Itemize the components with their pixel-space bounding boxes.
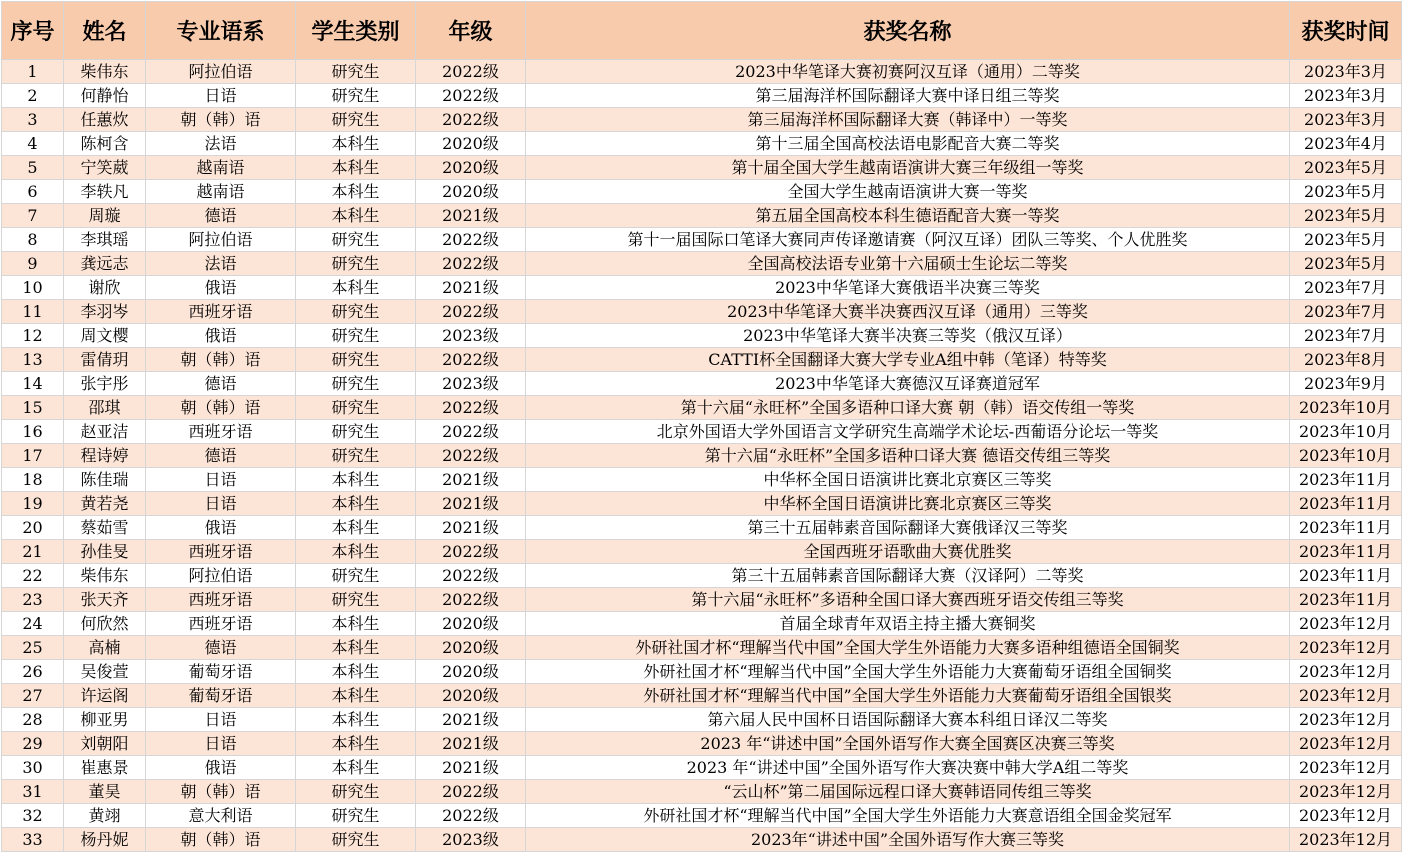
cell-student-type[interactable]: 研究生 bbox=[296, 300, 416, 324]
cell-award[interactable]: “云山杯”第二届国际远程口译大赛韩语同传组三等奖 bbox=[526, 780, 1290, 804]
cell-index[interactable]: 27 bbox=[2, 684, 64, 708]
table-row bbox=[2, 708, 1402, 732]
cell-name[interactable]: 周璇 bbox=[64, 204, 146, 228]
cell-name[interactable]: 孙佳旻 bbox=[64, 540, 146, 564]
table-row bbox=[2, 828, 1402, 852]
table-row bbox=[2, 396, 1402, 420]
cell-grade[interactable]: 2021级 bbox=[416, 732, 526, 756]
cell-major[interactable]: 朝（韩）语 bbox=[146, 108, 296, 132]
cell-index[interactable]: 28 bbox=[2, 708, 64, 732]
cell-student-type[interactable]: 研究生 bbox=[296, 60, 416, 84]
table-row bbox=[2, 516, 1402, 540]
cell-major[interactable]: 俄语 bbox=[146, 516, 296, 540]
cell-major[interactable]: 德语 bbox=[146, 444, 296, 468]
cell-award[interactable]: 2023中华笔译大赛德汉互译赛道冠军 bbox=[526, 372, 1290, 396]
table-row bbox=[2, 468, 1402, 492]
header-name[interactable]: 姓名 bbox=[64, 2, 146, 60]
header-row bbox=[2, 2, 1402, 60]
table-row bbox=[2, 756, 1402, 780]
cell-award[interactable]: 第三届海洋杯国际翻译大赛中译日组三等奖 bbox=[526, 84, 1290, 108]
cell-major[interactable]: 俄语 bbox=[146, 276, 296, 300]
cell-student-type[interactable]: 研究生 bbox=[296, 588, 416, 612]
cell-major[interactable]: 西班牙语 bbox=[146, 540, 296, 564]
cell-index[interactable]: 5 bbox=[2, 156, 64, 180]
cell-student-type[interactable]: 本科生 bbox=[296, 708, 416, 732]
cell-index[interactable]: 25 bbox=[2, 636, 64, 660]
cell-grade[interactable]: 2023级 bbox=[416, 324, 526, 348]
table-row bbox=[2, 84, 1402, 108]
cell-grade[interactable]: 2022级 bbox=[416, 348, 526, 372]
cell-major[interactable]: 葡萄牙语 bbox=[146, 660, 296, 684]
cell-student-type[interactable]: 本科生 bbox=[296, 516, 416, 540]
table-row bbox=[2, 804, 1402, 828]
cell-date[interactable]: 2023年5月 bbox=[1290, 204, 1402, 228]
cell-grade[interactable]: 2022级 bbox=[416, 804, 526, 828]
table-row bbox=[2, 108, 1402, 132]
cell-grade[interactable]: 2022级 bbox=[416, 60, 526, 84]
cell-student-type[interactable]: 本科生 bbox=[296, 540, 416, 564]
cell-grade[interactable]: 2022级 bbox=[416, 444, 526, 468]
cell-award[interactable]: 第十三届全国高校法语电影配音大赛二等奖 bbox=[526, 132, 1290, 156]
cell-student-type[interactable]: 本科生 bbox=[296, 276, 416, 300]
cell-grade[interactable]: 2020级 bbox=[416, 156, 526, 180]
cell-name[interactable]: 程诗婷 bbox=[64, 444, 146, 468]
cell-grade[interactable]: 2021级 bbox=[416, 516, 526, 540]
cell-date[interactable]: 2023年12月 bbox=[1290, 756, 1402, 780]
cell-award[interactable]: 第三十五届韩素音国际翻译大赛俄译汉三等奖 bbox=[526, 516, 1290, 540]
cell-student-type[interactable]: 研究生 bbox=[296, 564, 416, 588]
cell-name[interactable]: 周文樱 bbox=[64, 324, 146, 348]
cell-index[interactable]: 8 bbox=[2, 228, 64, 252]
cell-grade[interactable]: 2020级 bbox=[416, 636, 526, 660]
cell-grade[interactable]: 2022级 bbox=[416, 396, 526, 420]
cell-date[interactable]: 2023年7月 bbox=[1290, 276, 1402, 300]
table-row bbox=[2, 444, 1402, 468]
cell-major[interactable]: 葡萄牙语 bbox=[146, 684, 296, 708]
cell-name[interactable]: 高楠 bbox=[64, 636, 146, 660]
cell-major[interactable]: 西班牙语 bbox=[146, 420, 296, 444]
cell-student-type[interactable]: 研究生 bbox=[296, 444, 416, 468]
cell-name[interactable]: 何欣然 bbox=[64, 612, 146, 636]
cell-index[interactable]: 19 bbox=[2, 492, 64, 516]
cell-major[interactable]: 俄语 bbox=[146, 756, 296, 780]
cell-student-type[interactable]: 本科生 bbox=[296, 732, 416, 756]
cell-grade[interactable]: 2020级 bbox=[416, 660, 526, 684]
cell-date[interactable]: 2023年12月 bbox=[1290, 636, 1402, 660]
cell-award[interactable]: 2023中华笔译大赛初赛阿汉互译（通用）二等奖 bbox=[526, 60, 1290, 84]
table-row bbox=[2, 348, 1402, 372]
cell-date[interactable]: 2023年12月 bbox=[1290, 660, 1402, 684]
cell-student-type[interactable]: 本科生 bbox=[296, 636, 416, 660]
cell-index[interactable]: 4 bbox=[2, 132, 64, 156]
cell-name[interactable]: 雷倩玥 bbox=[64, 348, 146, 372]
cell-name[interactable]: 陈佳瑞 bbox=[64, 468, 146, 492]
cell-major[interactable]: 德语 bbox=[146, 636, 296, 660]
cell-name[interactable]: 董昊 bbox=[64, 780, 146, 804]
cell-index[interactable]: 17 bbox=[2, 444, 64, 468]
cell-major[interactable]: 日语 bbox=[146, 732, 296, 756]
cell-award[interactable]: 全国高校法语专业第十六届硕士生论坛二等奖 bbox=[526, 252, 1290, 276]
cell-name[interactable]: 黄若尧 bbox=[64, 492, 146, 516]
cell-student-type[interactable]: 本科生 bbox=[296, 612, 416, 636]
cell-name[interactable]: 蔡茹雪 bbox=[64, 516, 146, 540]
cell-award[interactable]: 第三十五届韩素音国际翻译大赛（汉译阿）二等奖 bbox=[526, 564, 1290, 588]
cell-index[interactable]: 21 bbox=[2, 540, 64, 564]
cell-name[interactable]: 柳亚男 bbox=[64, 708, 146, 732]
cell-name[interactable]: 张宇彤 bbox=[64, 372, 146, 396]
cell-index[interactable]: 26 bbox=[2, 660, 64, 684]
table-row bbox=[2, 684, 1402, 708]
cell-award[interactable]: 2023 年“讲述中国”全国外语写作大赛全国赛区决赛三等奖 bbox=[526, 732, 1290, 756]
cell-name[interactable]: 吴俊萱 bbox=[64, 660, 146, 684]
cell-name[interactable]: 赵亚洁 bbox=[64, 420, 146, 444]
cell-student-type[interactable]: 研究生 bbox=[296, 324, 416, 348]
cell-award[interactable]: 中华杯全国日语演讲比赛北京赛区三等奖 bbox=[526, 468, 1290, 492]
cell-major[interactable]: 日语 bbox=[146, 84, 296, 108]
cell-date[interactable]: 2023年7月 bbox=[1290, 324, 1402, 348]
cell-index[interactable]: 15 bbox=[2, 396, 64, 420]
cell-date[interactable]: 2023年11月 bbox=[1290, 588, 1402, 612]
cell-index[interactable]: 12 bbox=[2, 324, 64, 348]
cell-index[interactable]: 14 bbox=[2, 372, 64, 396]
cell-major[interactable]: 德语 bbox=[146, 372, 296, 396]
cell-date[interactable]: 2023年3月 bbox=[1290, 84, 1402, 108]
cell-date[interactable]: 2023年11月 bbox=[1290, 468, 1402, 492]
cell-student-type[interactable]: 本科生 bbox=[296, 204, 416, 228]
table-row bbox=[2, 60, 1402, 84]
cell-name[interactable]: 黄翊 bbox=[64, 804, 146, 828]
cell-award[interactable]: 外研社国才杯“理解当代中国”全国大学生外语能力大赛意语组全国金奖冠军 bbox=[526, 804, 1290, 828]
cell-grade[interactable]: 2023级 bbox=[416, 828, 526, 852]
cell-major[interactable]: 法语 bbox=[146, 252, 296, 276]
cell-student-type[interactable]: 研究生 bbox=[296, 828, 416, 852]
table-row bbox=[2, 612, 1402, 636]
cell-student-type[interactable]: 研究生 bbox=[296, 804, 416, 828]
cell-index[interactable]: 10 bbox=[2, 276, 64, 300]
cell-major[interactable]: 西班牙语 bbox=[146, 300, 296, 324]
cell-grade[interactable]: 2021级 bbox=[416, 756, 526, 780]
cell-award[interactable]: 第三届海洋杯国际翻译大赛（韩译中）一等奖 bbox=[526, 108, 1290, 132]
cell-name[interactable]: 邵琪 bbox=[64, 396, 146, 420]
cell-student-type[interactable]: 研究生 bbox=[296, 108, 416, 132]
cell-name[interactable]: 杨丹妮 bbox=[64, 828, 146, 852]
cell-award[interactable]: 首届全球青年双语主持主播大赛铜奖 bbox=[526, 612, 1290, 636]
cell-award[interactable]: 2023中华笔译大赛半决赛三等奖（俄汉互译） bbox=[526, 324, 1290, 348]
cell-date[interactable]: 2023年11月 bbox=[1290, 564, 1402, 588]
cell-name[interactable]: 李轶凡 bbox=[64, 180, 146, 204]
cell-date[interactable]: 2023年12月 bbox=[1290, 732, 1402, 756]
cell-grade[interactable]: 2022级 bbox=[416, 252, 526, 276]
cell-major[interactable]: 朝（韩）语 bbox=[146, 348, 296, 372]
cell-award[interactable]: 外研社国才杯“理解当代中国”全国大学生外语能力大赛多语种组德语全国铜奖 bbox=[526, 636, 1290, 660]
cell-date[interactable]: 2023年3月 bbox=[1290, 108, 1402, 132]
cell-award[interactable]: 外研社国才杯“理解当代中国”全国大学生外语能力大赛葡萄牙语组全国银奖 bbox=[526, 684, 1290, 708]
cell-major[interactable]: 西班牙语 bbox=[146, 588, 296, 612]
cell-index[interactable]: 18 bbox=[2, 468, 64, 492]
cell-major[interactable]: 俄语 bbox=[146, 324, 296, 348]
cell-grade[interactable]: 2021级 bbox=[416, 204, 526, 228]
awards-table bbox=[1, 1, 1402, 852]
cell-award[interactable]: 2023中华笔译大赛俄语半决赛三等奖 bbox=[526, 276, 1290, 300]
header-index[interactable]: 序号 bbox=[2, 2, 64, 60]
cell-index[interactable]: 22 bbox=[2, 564, 64, 588]
cell-major[interactable]: 日语 bbox=[146, 708, 296, 732]
cell-student-type[interactable]: 研究生 bbox=[296, 420, 416, 444]
cell-grade[interactable]: 2020级 bbox=[416, 132, 526, 156]
cell-index[interactable]: 13 bbox=[2, 348, 64, 372]
cell-name[interactable]: 许运阁 bbox=[64, 684, 146, 708]
cell-student-type[interactable]: 研究生 bbox=[296, 84, 416, 108]
cell-name[interactable]: 任蕙炊 bbox=[64, 108, 146, 132]
cell-index[interactable]: 3 bbox=[2, 108, 64, 132]
cell-award[interactable]: 外研社国才杯“理解当代中国”全国大学生外语能力大赛葡萄牙语组全国铜奖 bbox=[526, 660, 1290, 684]
cell-award[interactable]: 全国大学生越南语演讲大赛一等奖 bbox=[526, 180, 1290, 204]
cell-name[interactable]: 谢欣 bbox=[64, 276, 146, 300]
cell-grade[interactable]: 2021级 bbox=[416, 468, 526, 492]
cell-name[interactable]: 刘朝阳 bbox=[64, 732, 146, 756]
cell-date[interactable]: 2023年3月 bbox=[1290, 60, 1402, 84]
cell-grade[interactable]: 2022级 bbox=[416, 228, 526, 252]
cell-date[interactable]: 2023年5月 bbox=[1290, 252, 1402, 276]
cell-name[interactable]: 柴伟东 bbox=[64, 564, 146, 588]
cell-award[interactable]: 第十六届“永旺杯”全国多语种口译大赛 德语交传组三等奖 bbox=[526, 444, 1290, 468]
cell-date[interactable]: 2023年11月 bbox=[1290, 492, 1402, 516]
cell-student-type[interactable]: 研究生 bbox=[296, 348, 416, 372]
table-row bbox=[2, 156, 1402, 180]
cell-major[interactable]: 越南语 bbox=[146, 180, 296, 204]
cell-student-type[interactable]: 本科生 bbox=[296, 756, 416, 780]
cell-grade[interactable]: 2021级 bbox=[416, 708, 526, 732]
cell-name[interactable]: 李羽岑 bbox=[64, 300, 146, 324]
cell-date[interactable]: 2023年11月 bbox=[1290, 516, 1402, 540]
cell-grade[interactable]: 2021级 bbox=[416, 492, 526, 516]
cell-date[interactable]: 2023年12月 bbox=[1290, 684, 1402, 708]
cell-award[interactable]: CATTI杯全国翻译大赛大学专业A组中韩（笔译）特等奖 bbox=[526, 348, 1290, 372]
table-row bbox=[2, 228, 1402, 252]
cell-major[interactable]: 德语 bbox=[146, 204, 296, 228]
cell-major[interactable]: 阿拉伯语 bbox=[146, 564, 296, 588]
cell-date[interactable]: 2023年9月 bbox=[1290, 372, 1402, 396]
cell-date[interactable]: 2023年12月 bbox=[1290, 804, 1402, 828]
table-row bbox=[2, 540, 1402, 564]
cell-name[interactable]: 崔惠景 bbox=[64, 756, 146, 780]
cell-index[interactable]: 29 bbox=[2, 732, 64, 756]
cell-award[interactable]: 第十六届“永旺杯”全国多语种口译大赛 朝（韩）语交传组一等奖 bbox=[526, 396, 1290, 420]
cell-grade[interactable]: 2020级 bbox=[416, 180, 526, 204]
cell-major[interactable]: 朝（韩）语 bbox=[146, 828, 296, 852]
cell-date[interactable]: 2023年10月 bbox=[1290, 444, 1402, 468]
cell-student-type[interactable]: 研究生 bbox=[296, 780, 416, 804]
cell-student-type[interactable]: 研究生 bbox=[296, 228, 416, 252]
cell-index[interactable]: 24 bbox=[2, 612, 64, 636]
cell-index[interactable]: 16 bbox=[2, 420, 64, 444]
table-row bbox=[2, 180, 1402, 204]
cell-student-type[interactable]: 本科生 bbox=[296, 132, 416, 156]
cell-student-type[interactable]: 研究生 bbox=[296, 396, 416, 420]
cell-award[interactable]: 第十六届“永旺杯”多语种全国口译大赛西班牙语交传组三等奖 bbox=[526, 588, 1290, 612]
header-grade[interactable]: 年级 bbox=[416, 2, 526, 60]
header-student-type[interactable]: 学生类别 bbox=[296, 2, 416, 60]
cell-index[interactable]: 33 bbox=[2, 828, 64, 852]
cell-date[interactable]: 2023年11月 bbox=[1290, 540, 1402, 564]
cell-date[interactable]: 2023年5月 bbox=[1290, 156, 1402, 180]
cell-index[interactable]: 32 bbox=[2, 804, 64, 828]
table-row bbox=[2, 372, 1402, 396]
cell-index[interactable]: 7 bbox=[2, 204, 64, 228]
cell-date[interactable]: 2023年10月 bbox=[1290, 420, 1402, 444]
cell-date[interactable]: 2023年5月 bbox=[1290, 180, 1402, 204]
cell-name[interactable]: 柴伟东 bbox=[64, 60, 146, 84]
cell-name[interactable]: 宁笑葳 bbox=[64, 156, 146, 180]
cell-grade[interactable]: 2022级 bbox=[416, 84, 526, 108]
cell-award[interactable]: 第十一届国际口笔译大赛同声传译邀请赛（阿汉互译）团队三等奖、个人优胜奖 bbox=[526, 228, 1290, 252]
cell-major[interactable]: 阿拉伯语 bbox=[146, 60, 296, 84]
table-row bbox=[2, 780, 1402, 804]
table-row bbox=[2, 276, 1402, 300]
cell-index[interactable]: 11 bbox=[2, 300, 64, 324]
cell-grade[interactable]: 2020级 bbox=[416, 684, 526, 708]
cell-date[interactable]: 2023年10月 bbox=[1290, 396, 1402, 420]
cell-index[interactable]: 20 bbox=[2, 516, 64, 540]
cell-major[interactable]: 越南语 bbox=[146, 156, 296, 180]
cell-award[interactable]: 第十届全国大学生越南语演讲大赛三年级组一等奖 bbox=[526, 156, 1290, 180]
table-row bbox=[2, 420, 1402, 444]
cell-student-type[interactable]: 研究生 bbox=[296, 252, 416, 276]
cell-student-type[interactable]: 本科生 bbox=[296, 180, 416, 204]
cell-major[interactable]: 日语 bbox=[146, 492, 296, 516]
table-row bbox=[2, 636, 1402, 660]
cell-index[interactable]: 30 bbox=[2, 756, 64, 780]
cell-major[interactable]: 朝（韩）语 bbox=[146, 780, 296, 804]
cell-date[interactable]: 2023年12月 bbox=[1290, 708, 1402, 732]
table-row bbox=[2, 588, 1402, 612]
cell-student-type[interactable]: 本科生 bbox=[296, 156, 416, 180]
cell-grade[interactable]: 2023级 bbox=[416, 372, 526, 396]
cell-index[interactable]: 31 bbox=[2, 780, 64, 804]
table-row bbox=[2, 564, 1402, 588]
header-date[interactable]: 获奖时间 bbox=[1290, 2, 1402, 60]
cell-award[interactable]: 2023中华笔译大赛半决赛西汉互译（通用）三等奖 bbox=[526, 300, 1290, 324]
cell-award[interactable]: 第五届全国高校本科生德语配音大赛一等奖 bbox=[526, 204, 1290, 228]
table-row bbox=[2, 132, 1402, 156]
cell-grade[interactable]: 2022级 bbox=[416, 300, 526, 324]
cell-award[interactable]: 全国西班牙语歌曲大赛优胜奖 bbox=[526, 540, 1290, 564]
cell-grade[interactable]: 2022级 bbox=[416, 108, 526, 132]
cell-grade[interactable]: 2022级 bbox=[416, 420, 526, 444]
cell-grade[interactable]: 2022级 bbox=[416, 540, 526, 564]
table-row bbox=[2, 660, 1402, 684]
cell-award[interactable]: 2023 年“讲述中国”全国外语写作大赛决赛中韩大学A组二等奖 bbox=[526, 756, 1290, 780]
cell-date[interactable]: 2023年4月 bbox=[1290, 132, 1402, 156]
cell-date[interactable]: 2023年5月 bbox=[1290, 228, 1402, 252]
cell-date[interactable]: 2023年12月 bbox=[1290, 828, 1402, 852]
cell-date[interactable]: 2023年12月 bbox=[1290, 612, 1402, 636]
cell-index[interactable]: 1 bbox=[2, 60, 64, 84]
cell-name[interactable]: 龚远志 bbox=[64, 252, 146, 276]
cell-grade[interactable]: 2022级 bbox=[416, 588, 526, 612]
table-row bbox=[2, 732, 1402, 756]
cell-award[interactable]: 第六届人民中国杯日语国际翻译大赛本科组日译汉二等奖 bbox=[526, 708, 1290, 732]
cell-name[interactable]: 何静怡 bbox=[64, 84, 146, 108]
cell-name[interactable]: 陈柯含 bbox=[64, 132, 146, 156]
table-body bbox=[2, 60, 1402, 852]
cell-date[interactable]: 2023年12月 bbox=[1290, 780, 1402, 804]
cell-major[interactable]: 意大利语 bbox=[146, 804, 296, 828]
cell-grade[interactable]: 2022级 bbox=[416, 564, 526, 588]
table-row bbox=[2, 204, 1402, 228]
cell-student-type[interactable]: 本科生 bbox=[296, 660, 416, 684]
cell-student-type[interactable]: 本科生 bbox=[296, 684, 416, 708]
cell-student-type[interactable]: 研究生 bbox=[296, 372, 416, 396]
cell-name[interactable]: 张天齐 bbox=[64, 588, 146, 612]
table-row bbox=[2, 492, 1402, 516]
cell-date[interactable]: 2023年7月 bbox=[1290, 300, 1402, 324]
header-major[interactable]: 专业语系 bbox=[146, 2, 296, 60]
cell-date[interactable]: 2023年8月 bbox=[1290, 348, 1402, 372]
table-row bbox=[2, 324, 1402, 348]
cell-student-type[interactable]: 本科生 bbox=[296, 492, 416, 516]
cell-major[interactable]: 阿拉伯语 bbox=[146, 228, 296, 252]
cell-index[interactable]: 2 bbox=[2, 84, 64, 108]
cell-index[interactable]: 23 bbox=[2, 588, 64, 612]
cell-award[interactable]: 2023年“讲述中国”全国外语写作大赛三等奖 bbox=[526, 828, 1290, 852]
cell-award[interactable]: 中华杯全国日语演讲比赛北京赛区三等奖 bbox=[526, 492, 1290, 516]
table-row bbox=[2, 300, 1402, 324]
cell-index[interactable]: 6 bbox=[2, 180, 64, 204]
cell-major[interactable]: 西班牙语 bbox=[146, 612, 296, 636]
cell-award[interactable]: 北京外国语大学外国语言文学研究生高端学术论坛-西葡语分论坛一等奖 bbox=[526, 420, 1290, 444]
table-row bbox=[2, 252, 1402, 276]
header-award[interactable]: 获奖名称 bbox=[526, 2, 1290, 60]
cell-major[interactable]: 朝（韩）语 bbox=[146, 396, 296, 420]
cell-grade[interactable]: 2021级 bbox=[416, 276, 526, 300]
cell-index[interactable]: 9 bbox=[2, 252, 64, 276]
cell-grade[interactable]: 2022级 bbox=[416, 780, 526, 804]
cell-student-type[interactable]: 本科生 bbox=[296, 468, 416, 492]
cell-major[interactable]: 法语 bbox=[146, 132, 296, 156]
cell-name[interactable]: 李琪瑶 bbox=[64, 228, 146, 252]
cell-grade[interactable]: 2020级 bbox=[416, 612, 526, 636]
cell-major[interactable]: 日语 bbox=[146, 468, 296, 492]
